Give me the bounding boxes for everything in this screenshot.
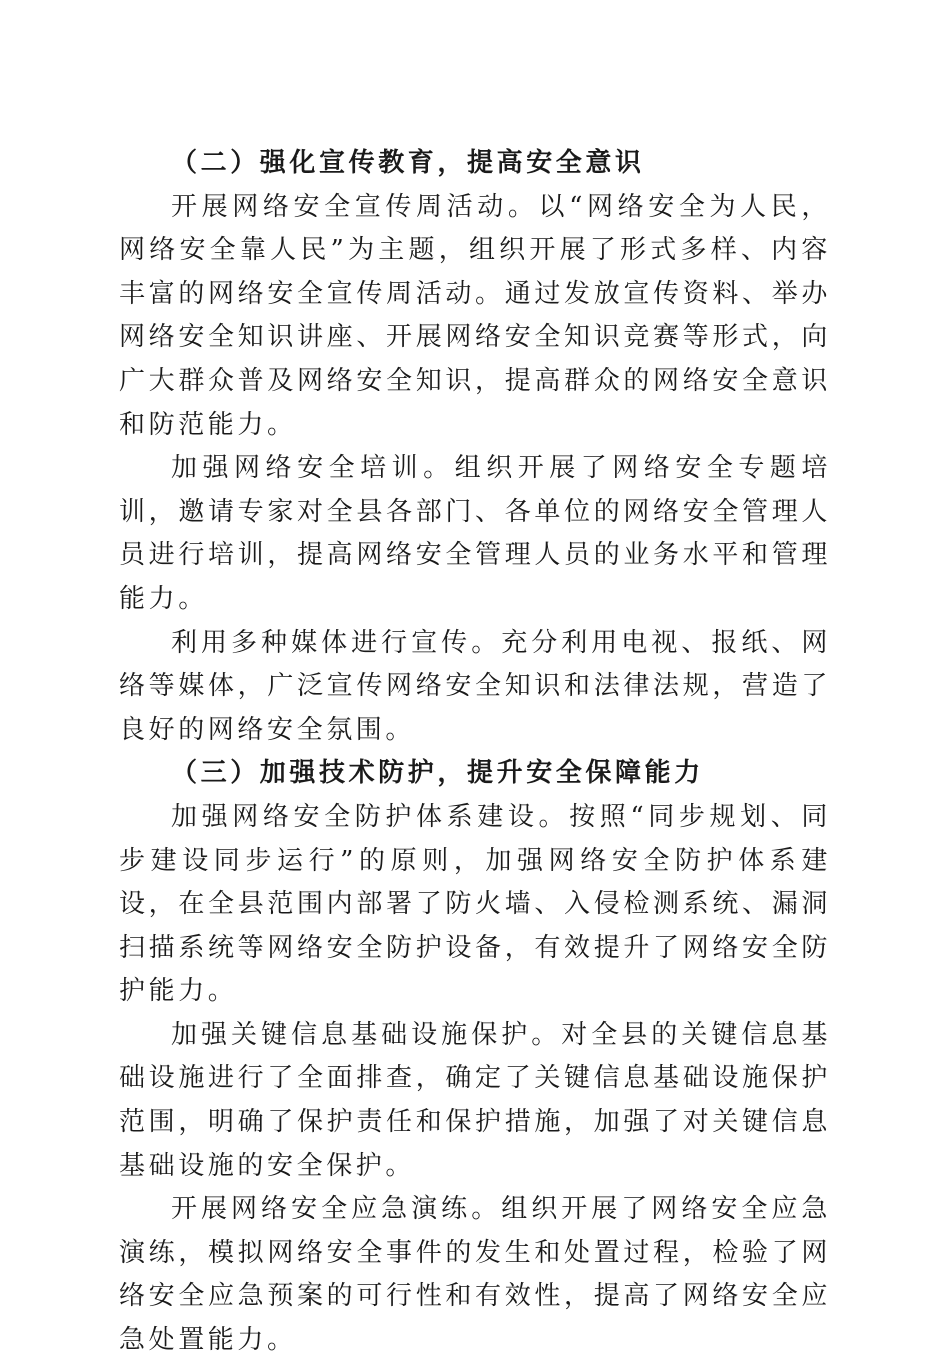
document-body (119, 142, 831, 1363)
section-heading-3: （三）加强技术防护，提升安全保障能力 (171, 758, 704, 789)
paragraph-publicity-week: 开展网络安全宣传周活动。以“网络安全为人民，网络安全靠人民”为主题，组织开展了形式多样、内容丰富的网络安全宣传周活动。通过发放宣传资料、举办网络安全知识讲座、开展网络安全知识竞赛等形式，向广大群众普及网络安全知识，提高群众的网络安全意识和防范能力。 (119, 191, 831, 440)
paragraph-critical-infrastructure: 加强关键信息基础设施保护。对全县的关键信息基础设施进行了全面排查，确定了关键信息基础设施保护范围，明确了保护责任和保护措施，加强了对关键信息基础设施的安全保护。 (119, 1019, 831, 1181)
section-heading-2: （二）强化宣传教育，提高安全意识 (171, 148, 645, 178)
paragraph-media: 利用多种媒体进行宣传。充分利用电视、报纸、网络等媒体，广泛宣传网络安全知识和法律法规，营造了良好的网络安全氛围。 (119, 627, 831, 745)
paragraph-training: 加强网络安全培训。组织开展了网络安全专题培训，邀请专家对全县各部门、各单位的网络安全管理人员进行培训，提高网络安全管理人员的业务水平和管理能力。 (119, 453, 831, 614)
paragraph-emergency-drill: 开展网络安全应急演练。组织开展了网络安全应急演练，模拟网络安全事件的发生和处置过程，检验了网络安全应急预案的可行性和有效性，提高了网络安全应急处置能力。 (119, 1194, 831, 1356)
paragraph-protection-system: 加强网络安全防护体系建设。按照“同步规划、同步建设同步运行”的原则，加强网络安全防护体系建设，在全县范围内部署了防火墙、入侵检测系统、漏洞扫描系统等网络安全防护设备，有效提升了网络安全防护能力。 (119, 801, 831, 1007)
